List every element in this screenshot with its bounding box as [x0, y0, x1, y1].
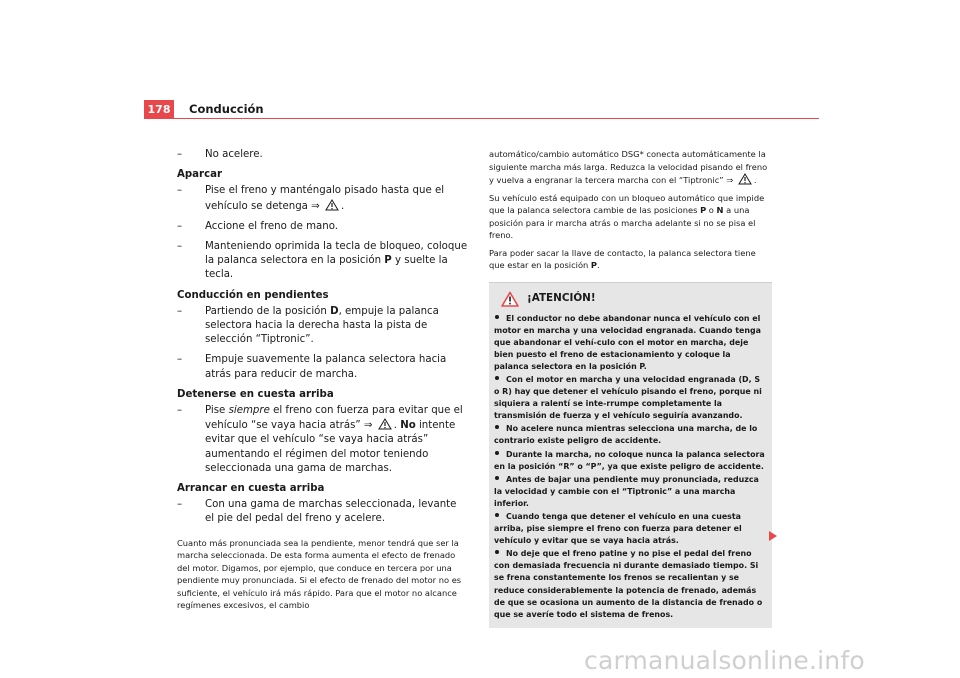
header-divider [144, 118, 819, 119]
bullet-dot [495, 376, 499, 380]
item-text: Con una gama de marchas seleccionada, levante el pie del pedal del freno y acelere. [205, 499, 457, 525]
list-item [177, 404, 468, 476]
bullet-dot [495, 425, 499, 429]
list-item [177, 148, 468, 162]
position-p: P [700, 205, 707, 215]
paragraph-text-end: . [753, 175, 757, 185]
list-item [177, 220, 468, 234]
bullet-dot [495, 451, 499, 455]
warning-triangle-icon [501, 291, 519, 307]
item-text: Empuje suavemente la palanca selectora hacia atrás para reducir de marcha. [205, 354, 447, 380]
position-d: D [330, 305, 339, 317]
warning-bullet [494, 548, 766, 621]
warning-bullet-text: El conductor no debe abandonar nunca el vehículo con el motor en marcha y una velocidad engranada. Cuando tenga que abandonar el vehí-culo con el motor en marcha, deje bien puesto el freno de estacionamiento y coloque la palanca selectora en la posición P. [494, 313, 761, 371]
emphasis-no: No [400, 420, 416, 432]
paragraph-text: o [706, 205, 717, 215]
dash-marker: – [177, 241, 183, 253]
paragraph-text-end: . [597, 260, 600, 270]
right-column [489, 148, 772, 628]
section-heading-arrancar: Arrancar en cuesta arriba [177, 483, 325, 495]
warning-bullet-text: No acelere nunca mientras selecciona una marcha, de lo contrario existe peligro de accidente. [494, 424, 758, 446]
dash-marker: – [177, 499, 183, 511]
bullet-dot [495, 315, 499, 319]
left-column [177, 148, 468, 612]
paragraph [489, 192, 772, 242]
bullet-dot [495, 550, 499, 554]
warning-bullet-text: Con el motor en marcha y una velocidad engranada (D, S o R) hay que detener el vehículo pisando el freno, porque ni siquiera a ralentí se inte-rrumpe completamente la transmisión de fuerza y el vehículo seguiría avanzando. [494, 374, 762, 421]
warning-bullet-text: No deje que el freno patine y no pise el pedal del freno con demasiada frecuencia ni durante demasiado tiempo. Si se frena constantemente los frenos se recalientan y se reduce considerablemente la potencia de frenado, además de que se ocasiona un aumento de la distancia de frenado o que se averíe todo el sistema de frenos. [494, 549, 763, 619]
list-item [177, 353, 468, 381]
warning-triangle-icon [738, 173, 752, 185]
item-text-end: , empuje la palanca selectora hacia la derecha hasta la pista de selección “Tiptronic”. [205, 305, 439, 346]
warning-bullet [494, 511, 766, 547]
section-heading-aparcar: Aparcar [177, 169, 223, 181]
item-text-end: intente evitar que el vehículo “se vaya hacia atrás” aumentando el régimen del motor teniendo seleccionada una gama de marchas. [205, 420, 456, 474]
warning-bullet [494, 449, 766, 473]
warning-header [489, 283, 772, 313]
item-text: Partiendo de la posición [205, 305, 331, 317]
item-text-end: y suelte la tecla. [205, 255, 448, 281]
page-number: 178 [144, 100, 174, 118]
item-text: Pise el freno y manténgalo pisado hasta que el vehículo se detenga ⇒ [205, 185, 445, 212]
note-paragraph: Cuanto más pronunciada sea la pendiente, menor tendrá que ser la marcha seleccionada. De esta forma aumenta el efecto de frenado del motor. Digamos, por ejemplo, que conduce en tercera por una pendiente muy pronunciada. Si el efecto de frenado del motor no es suficiente, el vehículo irá más rápido. Para que el motor no alcance regímenes excesivos, el cambio [177, 537, 462, 611]
warning-bullet-text: Cuando tenga que detener el vehículo en una cuesta arriba, pise siempre el freno con fuerza para detener el vehículo y evitar que se vaya hacia atrás. [494, 512, 742, 546]
paragraph-text: automático/cambio automático DSG* conecta automáticamente la siguiente marcha más larga. Reduzca la velocidad pisando el freno y vuelva a engranar la tercera marcha con el “Tiptronic” ⇒ [489, 149, 768, 185]
paragraph-text: Su vehículo está equipado con un bloqueo automático que impide que la palanca selectora cambie de las posiciones [489, 192, 765, 215]
position-p: P [384, 255, 392, 267]
warning-bullet [494, 313, 766, 373]
paragraph [489, 247, 772, 272]
position-n: N [716, 205, 724, 215]
warning-bullet [494, 423, 766, 447]
dash-marker: – [177, 220, 183, 232]
warning-bullet [494, 474, 766, 510]
dash-marker: – [177, 405, 183, 417]
next-page-arrow-icon[interactable] [769, 531, 777, 541]
paragraph-text-end: a una posición para ir marcha atrás o marcha adelante si no se pisa el freno. [489, 205, 756, 240]
emphasis-siempre: siempre [228, 405, 270, 417]
list-item [177, 498, 468, 526]
bullet-dot [495, 476, 499, 480]
item-text: Pise [205, 405, 229, 417]
item-text: Manteniendo oprimida la tecla de bloqueo, coloque la palanca selectora en la posición [205, 241, 468, 267]
warning-bullet-text: Antes de bajar una pendiente muy pronunciada, reduzca la velocidad y cambie con el “Tiptronic” a una marcha inferior. [494, 474, 759, 508]
list-item [177, 184, 468, 213]
dash-marker: – [177, 149, 183, 160]
item-text: . [393, 420, 401, 432]
warning-body [489, 313, 772, 628]
item-text-end: . [340, 200, 345, 212]
list-item [177, 305, 468, 348]
paragraph [489, 148, 772, 187]
bullet-dot [495, 513, 499, 517]
dash-marker: – [177, 185, 183, 197]
warning-bullet-text: Durante la marcha, no coloque nunca la palanca selectora en la posición “R” o “P”, ya que existe peligro de accidente. [494, 449, 765, 471]
item-text: No acelere. [205, 149, 263, 160]
dash-marker: – [177, 354, 183, 366]
item-text: el freno con fuerza para evitar que el vehículo “se vaya hacia atrás” ⇒ [205, 405, 463, 432]
section-heading-pendientes: Conducción en pendientes [177, 289, 329, 301]
warning-title: ¡ATENCIÓN! [527, 292, 596, 305]
paragraph-text: Para poder sacar la llave de contacto, la palanca selectora tiene que estar en la posición [489, 247, 756, 270]
page-title: Conducción [189, 102, 264, 116]
watermark: carmanualsonline.info [584, 646, 865, 675]
list-item [177, 240, 468, 283]
warning-bullet [494, 374, 766, 422]
item-text: Accione el freno de mano. [205, 220, 338, 232]
position-p: P [590, 260, 598, 270]
dash-marker: – [177, 305, 183, 317]
warning-triangle-icon [325, 199, 339, 211]
section-heading-detenerse: Detenerse en cuesta arriba [177, 388, 334, 400]
warning-box [489, 282, 772, 628]
warning-triangle-icon [378, 418, 392, 430]
